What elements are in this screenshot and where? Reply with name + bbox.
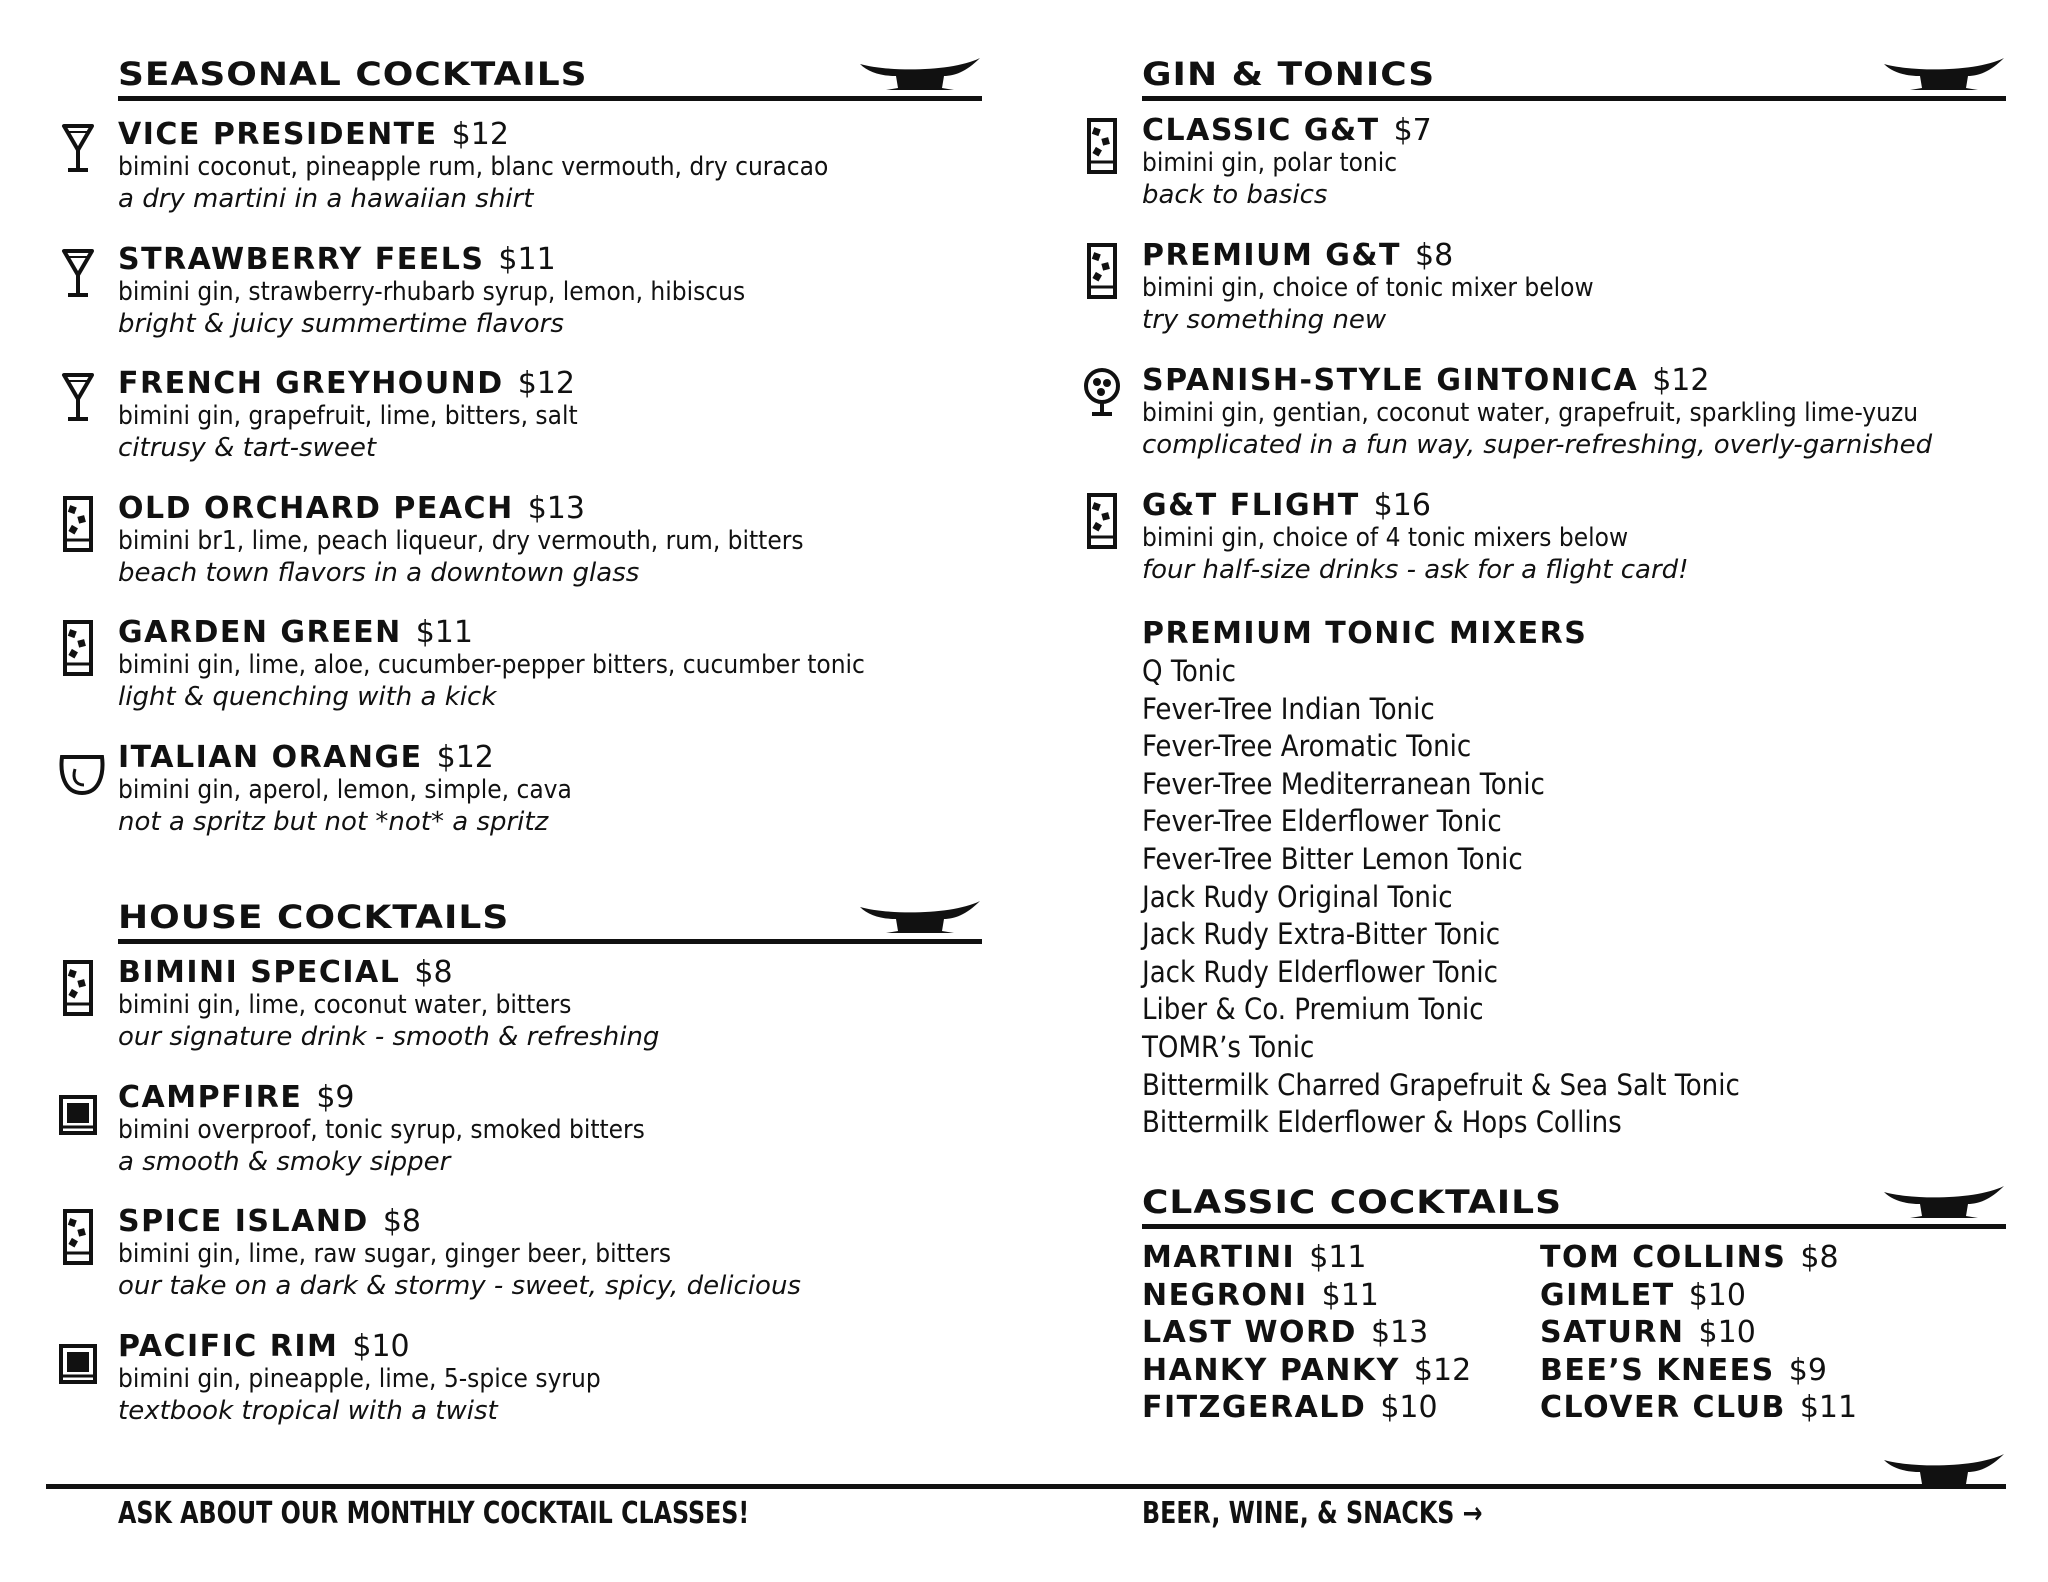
seasonal-item xyxy=(118,741,998,838)
drink-price: $10 xyxy=(1698,1315,1756,1351)
classic-item xyxy=(1142,1314,1471,1352)
drink-name: CLASSIC G&T xyxy=(1142,113,1380,148)
drink-price: $8 xyxy=(414,955,453,990)
drink-description: a smooth & smoky sipper xyxy=(118,1146,451,1177)
seasonal-item xyxy=(118,616,998,713)
gin-title: GIN & TONICS xyxy=(1142,56,1436,93)
classic-list-right xyxy=(1540,1239,1857,1427)
drink-price: $10 xyxy=(1688,1277,1746,1313)
classic-item xyxy=(1540,1239,1857,1277)
drink-name: G&T FLIGHT xyxy=(1142,488,1360,523)
section-rule xyxy=(118,96,982,101)
drink-description: beach town flavors in a downtown glass xyxy=(118,557,640,588)
drink-price: $12 xyxy=(517,366,575,402)
seasonal-item xyxy=(118,243,998,340)
martini-glass-icon xyxy=(58,245,98,305)
mixer-item: Bittermilk Elderflower & Hops Collins xyxy=(1142,1105,1622,1140)
drink-name: CAMPFIRE xyxy=(118,1079,303,1115)
drink-ingredients: bimini overproof, tonic syrup, smoked bitters xyxy=(118,1114,645,1145)
drink-ingredients: bimini gin, strawberry-rhubarb syrup, lemon, hibiscus xyxy=(118,276,746,307)
drink-description: complicated in a fun way, super-refreshing, overly-garnished xyxy=(1142,430,1933,460)
drink-price: $12 xyxy=(451,117,509,152)
drink-price: $13 xyxy=(527,490,585,526)
drink-ingredients: bimini gin, aperol, lemon, simple, cava xyxy=(118,775,572,805)
gin-item xyxy=(1142,489,2022,586)
drink-price: $12 xyxy=(1413,1352,1472,1388)
mixers-list xyxy=(1142,653,1740,1142)
house-item xyxy=(118,956,998,1053)
classic-item xyxy=(1142,1352,1471,1390)
highball-glass-icon xyxy=(1082,116,1122,176)
drink-price: $11 xyxy=(1321,1277,1379,1313)
drink-name: PACIFIC RIM xyxy=(118,1328,339,1364)
mixer-item: Jack Rudy Extra-Bitter Tonic xyxy=(1142,917,1501,952)
classic-item xyxy=(1540,1352,1857,1390)
drink-ingredients: bimini gin, lime, coconut water, bitters xyxy=(118,990,572,1020)
boat-cleat-icon xyxy=(1882,56,2006,96)
mixer-item: Bittermilk Charred Grapefruit & Sea Salt Tonic xyxy=(1142,1067,1740,1102)
classic-item xyxy=(1142,1389,1471,1427)
classic-item xyxy=(1540,1389,1857,1427)
martini-glass-icon xyxy=(58,369,98,429)
drink-description: light & quenching with a kick xyxy=(118,682,497,713)
classic-item xyxy=(1142,1239,1471,1277)
mixer-item: TOMR’s Tonic xyxy=(1142,1029,1315,1064)
drink-ingredients: bimini gin, choice of 4 tonic mixers below xyxy=(1142,523,1629,553)
drink-description: not a spritz but not *not* a spritz xyxy=(118,807,549,837)
classic-list-left xyxy=(1142,1239,1471,1427)
highball-glass-icon xyxy=(58,618,98,678)
mixer-item: Jack Rudy Elderflower Tonic xyxy=(1142,954,1499,989)
rocks-glass-icon xyxy=(58,1332,98,1392)
drink-price: $11 xyxy=(498,241,556,277)
drink-description: our signature drink - smooth & refreshing xyxy=(118,1022,660,1052)
drink-price: $8 xyxy=(1800,1240,1839,1275)
drink-description: try something new xyxy=(1142,305,1387,335)
drink-name: PREMIUM G&T xyxy=(1142,238,1402,273)
stemless-glass-icon xyxy=(58,743,98,803)
drink-price: $8 xyxy=(382,1204,422,1239)
gin-item xyxy=(1142,364,2022,461)
highball-glass-icon xyxy=(58,494,98,554)
seasonal-item xyxy=(118,118,998,215)
highball-glass-icon xyxy=(1082,241,1122,301)
drink-price: $12 xyxy=(1652,363,1710,398)
drink-price: $16 xyxy=(1373,488,1431,523)
drink-description: our take on a dark & stormy - sweet, spicy, delicious xyxy=(118,1271,801,1301)
drink-name: FRENCH GREYHOUND xyxy=(118,366,504,402)
rocks-glass-icon xyxy=(58,1083,98,1143)
boat-cleat-icon xyxy=(858,56,982,96)
drink-price: $10 xyxy=(352,1328,410,1364)
martini-glass-icon xyxy=(58,120,98,180)
highball-glass-icon xyxy=(58,958,98,1018)
drink-description: textbook tropical with a twist xyxy=(118,1395,498,1426)
drink-ingredients: bimini coconut, pineapple rum, blanc vermouth, dry curacao xyxy=(118,152,829,182)
drink-price: $11 xyxy=(415,615,473,651)
drink-name: BIMINI SPECIAL xyxy=(118,955,401,990)
drink-description: four half-size drinks - ask for a flight card! xyxy=(1142,555,1689,585)
drink-name: SPANISH-STYLE GINTONICA xyxy=(1142,363,1639,398)
drink-description: a dry martini in a hawaiian shirt xyxy=(118,184,534,214)
drink-name: MARTINI xyxy=(1142,1240,1296,1275)
drink-name: NEGRONI xyxy=(1142,1277,1308,1313)
drink-name: ITALIAN ORANGE xyxy=(118,740,423,775)
mixer-item: Q Tonic xyxy=(1142,654,1236,688)
drink-name: STRAWBERRY FEELS xyxy=(118,241,485,277)
mixer-item: Fever-Tree Elderflower Tonic xyxy=(1142,804,1502,839)
house-item xyxy=(118,1205,998,1302)
drink-price: $7 xyxy=(1393,113,1432,148)
seasonal-item xyxy=(118,492,998,589)
boat-cleat-icon xyxy=(858,899,982,939)
seasonal-item xyxy=(118,367,998,464)
drink-ingredients: bimini gin, lime, raw sugar, ginger beer, bitters xyxy=(118,1239,672,1269)
drink-description: bright & juicy summertime flavors xyxy=(118,308,564,339)
drink-ingredients: bimini gin, polar tonic xyxy=(1142,148,1398,178)
mixer-item: Liber & Co. Premium Tonic xyxy=(1142,992,1484,1027)
gin-item xyxy=(1142,114,2022,211)
drink-name: TOM COLLINS xyxy=(1540,1240,1787,1275)
drink-ingredients: bimini gin, grapefruit, lime, bitters, salt xyxy=(118,401,578,432)
drink-name: CLOVER CLUB xyxy=(1540,1390,1786,1426)
highball-glass-icon xyxy=(58,1207,98,1267)
drink-price: $12 xyxy=(436,740,494,775)
drink-name: FITZGERALD xyxy=(1142,1390,1367,1426)
house-item xyxy=(118,1081,998,1178)
house-item xyxy=(118,1330,998,1427)
mixers-title: PREMIUM TONIC MIXERS xyxy=(1142,616,1588,651)
footer-classes-note: ASK ABOUT OUR MONTHLY COCKTAIL CLASSES! xyxy=(118,1496,750,1531)
section-rule xyxy=(1142,96,2006,101)
drink-price: $13 xyxy=(1370,1315,1429,1351)
drink-price: $9 xyxy=(1788,1352,1827,1388)
footer-next-page-link[interactable]: BEER, WINE, & SNACKS → xyxy=(1142,1496,1483,1531)
balloon-glass-icon xyxy=(1082,366,1122,426)
boat-cleat-icon xyxy=(1882,1184,2006,1224)
drink-ingredients: bimini gin, gentian, coconut water, grapefruit, sparkling lime-yuzu xyxy=(1142,398,1919,428)
drink-name: GARDEN GREEN xyxy=(118,615,402,651)
drink-name: SATURN xyxy=(1540,1315,1685,1351)
drink-name: HANKY PANKY xyxy=(1142,1352,1400,1388)
drink-description: citrusy & tart-sweet xyxy=(118,433,377,464)
gin-item xyxy=(1142,239,2022,336)
highball-glass-icon xyxy=(1082,491,1122,551)
mixer-item: Jack Rudy Original Tonic xyxy=(1142,879,1453,914)
drink-name: LAST WORD xyxy=(1142,1315,1357,1351)
drink-name: VICE PRESIDENTE xyxy=(118,117,438,152)
mixer-item: Fever-Tree Indian Tonic xyxy=(1142,691,1435,726)
drink-price: $11 xyxy=(1309,1240,1367,1275)
classic-item xyxy=(1540,1314,1857,1352)
drink-name: GIMLET xyxy=(1540,1277,1675,1313)
drink-price: $10 xyxy=(1380,1390,1438,1426)
section-rule xyxy=(1142,1224,2006,1229)
classic-title: CLASSIC COCKTAILS xyxy=(1142,1184,1563,1221)
drink-name: SPICE ISLAND xyxy=(118,1204,369,1239)
mixer-item: Fever-Tree Mediterranean Tonic xyxy=(1142,766,1545,801)
drink-price: $9 xyxy=(316,1079,355,1115)
drink-ingredients: bimini gin, lime, aloe, cucumber-pepper bitters, cucumber tonic xyxy=(118,650,865,681)
classic-item xyxy=(1540,1277,1857,1315)
drink-ingredients: bimini gin, pineapple, lime, 5-spice syrup xyxy=(118,1363,601,1394)
house-title: HOUSE COCKTAILS xyxy=(118,899,510,936)
classic-item xyxy=(1142,1277,1471,1315)
drink-ingredients: bimini gin, choice of tonic mixer below xyxy=(1142,273,1594,303)
drink-price: $8 xyxy=(1415,238,1454,273)
drink-price: $11 xyxy=(1799,1390,1858,1426)
drink-name: OLD ORCHARD PEACH xyxy=(118,490,514,526)
mixer-item: Fever-Tree Bitter Lemon Tonic xyxy=(1142,841,1523,876)
seasonal-title: SEASONAL COCKTAILS xyxy=(118,56,588,93)
mixer-item: Fever-Tree Aromatic Tonic xyxy=(1142,729,1472,764)
drink-name: BEE’S KNEES xyxy=(1540,1352,1775,1388)
section-rule xyxy=(118,939,982,944)
drink-description: back to basics xyxy=(1142,180,1328,210)
drink-ingredients: bimini br1, lime, peach liqueur, dry vermouth, rum, bitters xyxy=(118,525,804,556)
footer-rule xyxy=(46,1484,2006,1489)
